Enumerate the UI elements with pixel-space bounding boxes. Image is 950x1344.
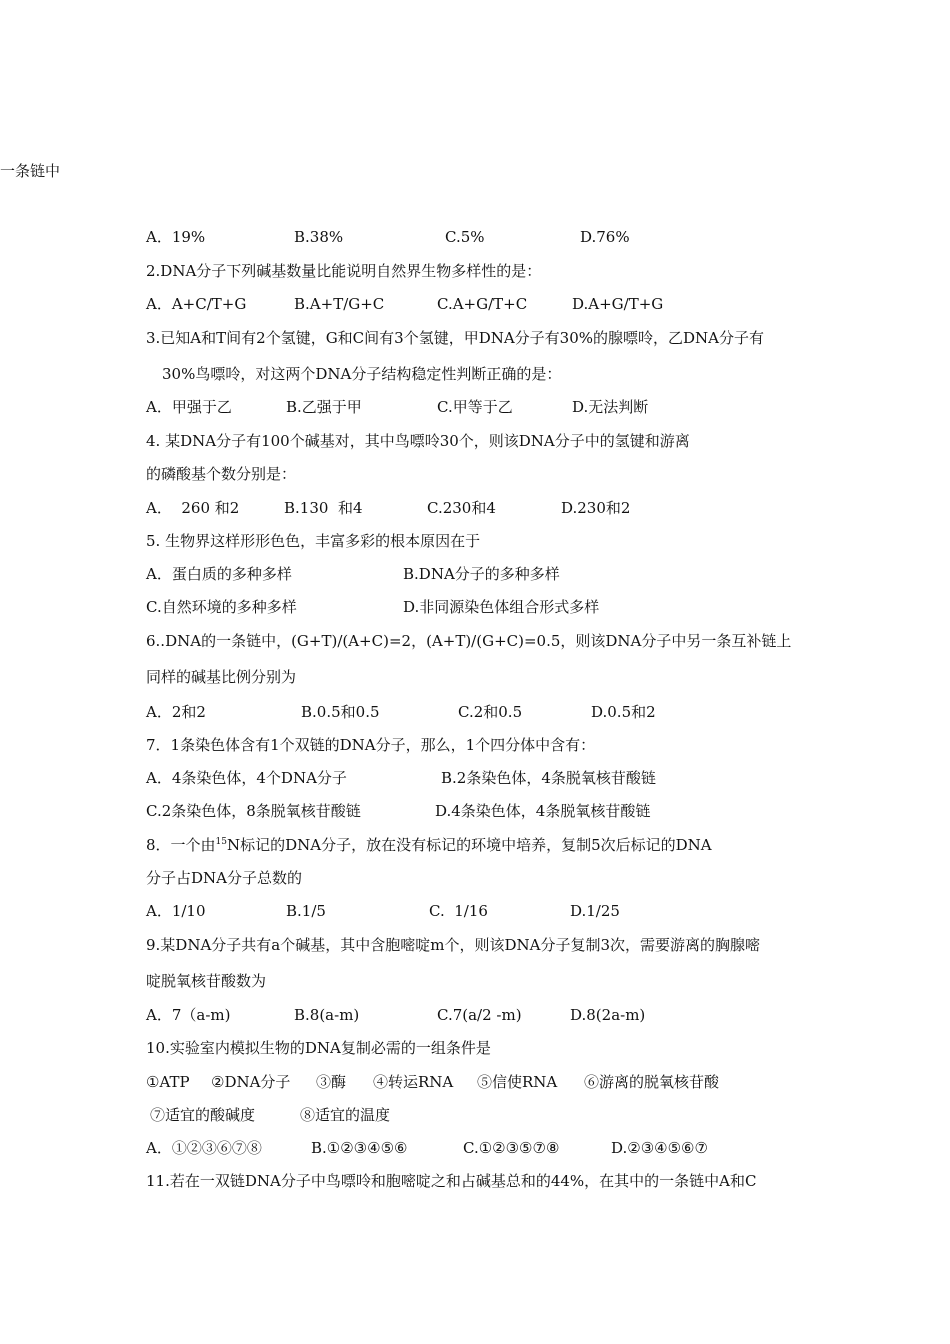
q9-option-c: C.7(a/2 -m)	[437, 1006, 522, 1024]
q9-option-d: D.8(2a-m)	[570, 1006, 646, 1024]
q10-condition-3: ③酶	[316, 1073, 347, 1091]
q10-condition-8: ⑧适宜的温度	[300, 1106, 391, 1124]
q5-option-b: B.DNA分子的多种多样	[403, 565, 560, 583]
q11-stem: 11.若在一双链DNA分子中鸟嘌呤和胞嘧啶之和占碱基总和的44%，在其中的一条链中A和C	[146, 1172, 757, 1190]
q1-option-a: A．19%	[146, 228, 206, 246]
q1-option-b: B.38%	[294, 228, 344, 246]
q8-stem-part-b: N标记的DNA分子，放在没有标记的环境中培养，复制5次后标记的DNA	[227, 836, 712, 854]
q4-stem-line2: 的磷酸基个数分别是：	[146, 465, 297, 483]
q7-option-a: A．4条染色体，4个DNA分子	[146, 769, 347, 787]
q8-option-a: A．1/10	[146, 902, 206, 920]
q10-condition-4: ④转运RNA	[373, 1073, 454, 1091]
q10-option-c: C.①②③⑤⑦⑧	[463, 1139, 560, 1157]
q5-option-d: D.非同源染色体组合形式多样	[403, 598, 600, 616]
q9-stem-line2: 啶脱氧核苷酸数为	[146, 972, 267, 990]
q2-option-b: B.A+T/G+C	[294, 295, 385, 313]
q6-option-d: D.0.5和2	[591, 703, 656, 721]
q2-stem: 2.DNA分子下列碱基数量比能说明自然界生物多样性的是：	[146, 262, 542, 280]
q5-option-a: A．蛋白质的多种多样	[146, 565, 292, 583]
q3-stem-line1: 3.已知A和T间有2个氢键，G和C间有3个氢键，甲DNA分子有30%的腺嘌呤，乙DNA分子有	[146, 329, 765, 347]
q7-stem: 7．1条染色体含有1个双链的DNA分子，那么，1个四分体中含有：	[146, 736, 596, 754]
q6-stem-line2: 同样的碱基比例分别为	[146, 668, 297, 686]
q4-stem-line1: 4. 某DNA分子有100个碱基对，其中鸟嘌呤30个，则该DNA分子中的氢键和游离	[146, 432, 690, 450]
q2-option-a: A．A+C/T+G	[146, 295, 247, 313]
q3-option-c: C.甲等于乙	[437, 398, 513, 416]
q7-option-c: C.2条染色体，8条脱氧核苷酸链	[146, 802, 361, 820]
q2-option-d: D.A+G/T+G	[572, 295, 664, 313]
q4-option-a: A． 260 和2	[146, 499, 240, 517]
q8-stem-line2: 分子占DNA分子总数的	[146, 869, 302, 887]
q1-option-c: C.5%	[445, 228, 485, 246]
q4-option-d: D.230和2	[561, 499, 631, 517]
q4-option-b: B.130 和4	[284, 499, 363, 517]
q8-isotope-superscript: 15	[215, 837, 227, 847]
q4-option-c: C.230和4	[427, 499, 496, 517]
q5-option-c: C.自然环境的多种多样	[146, 598, 297, 616]
q10-option-b: B.①②③④⑤⑥	[311, 1139, 408, 1157]
q7-option-d: D.4条染色体，4条脱氧核苷酸链	[435, 802, 651, 820]
q10-option-d: D.②③④⑤⑥⑦	[611, 1139, 708, 1157]
q8-option-d: D.1/25	[570, 902, 620, 920]
q8-stem-line1	[146, 836, 712, 854]
q10-condition-7: ⑦适宜的酸碱度	[150, 1106, 256, 1124]
q8-stem-part-a: 8．一个由	[146, 836, 216, 854]
q3-option-a: A．甲强于乙	[146, 398, 232, 416]
q10-option-a: A．①②③⑥⑦⑧	[146, 1139, 262, 1157]
fragment-top-line: 一条链中	[0, 162, 61, 180]
q10-condition-2: ②DNA分子	[211, 1073, 291, 1091]
q2-option-c: C.A+G/T+C	[437, 295, 528, 313]
q10-stem: 10.实验室内模拟生物的DNA复制必需的一组条件是	[146, 1039, 491, 1057]
q8-option-c: C. 1/16	[429, 902, 488, 920]
q9-option-b: B.8(a-m)	[294, 1006, 360, 1024]
q8-option-b: B.1/5	[286, 902, 326, 920]
q9-stem-line1: 9.某DNA分子共有a个碱基，其中含胞嘧啶m个，则该DNA分子复制3次，需要游离的胸腺嘧	[146, 936, 760, 954]
q7-option-b: B.2条染色体，4条脱氧核苷酸链	[441, 769, 656, 787]
q10-condition-5: ⑤信使RNA	[477, 1073, 558, 1091]
q3-option-d: D.无法判断	[572, 398, 649, 416]
q3-stem-line2: 30%鸟嘌呤，对这两个DNA分子结构稳定性判断正确的是：	[162, 365, 562, 383]
q6-option-b: B.0.5和0.5	[301, 703, 380, 721]
q6-stem-line1: 6..DNA的一条链中，(G+T)/(A+C)=2，(A+T)/(G+C)=0.5，则该DNA分子中另一条互补链上	[146, 632, 792, 650]
q1-option-d: D.76%	[580, 228, 630, 246]
q6-option-c: C.2和0.5	[458, 703, 523, 721]
q6-option-a: A．2和2	[146, 703, 206, 721]
q10-condition-1: ①ATP	[146, 1073, 190, 1091]
q10-condition-6: ⑥游离的脱氧核苷酸	[584, 1073, 720, 1091]
q3-option-b: B.乙强于甲	[286, 398, 362, 416]
q9-option-a: A．7（a-m)	[146, 1006, 231, 1024]
q5-stem: 5. 生物界这样形形色色，丰富多彩的根本原因在于	[146, 532, 481, 550]
